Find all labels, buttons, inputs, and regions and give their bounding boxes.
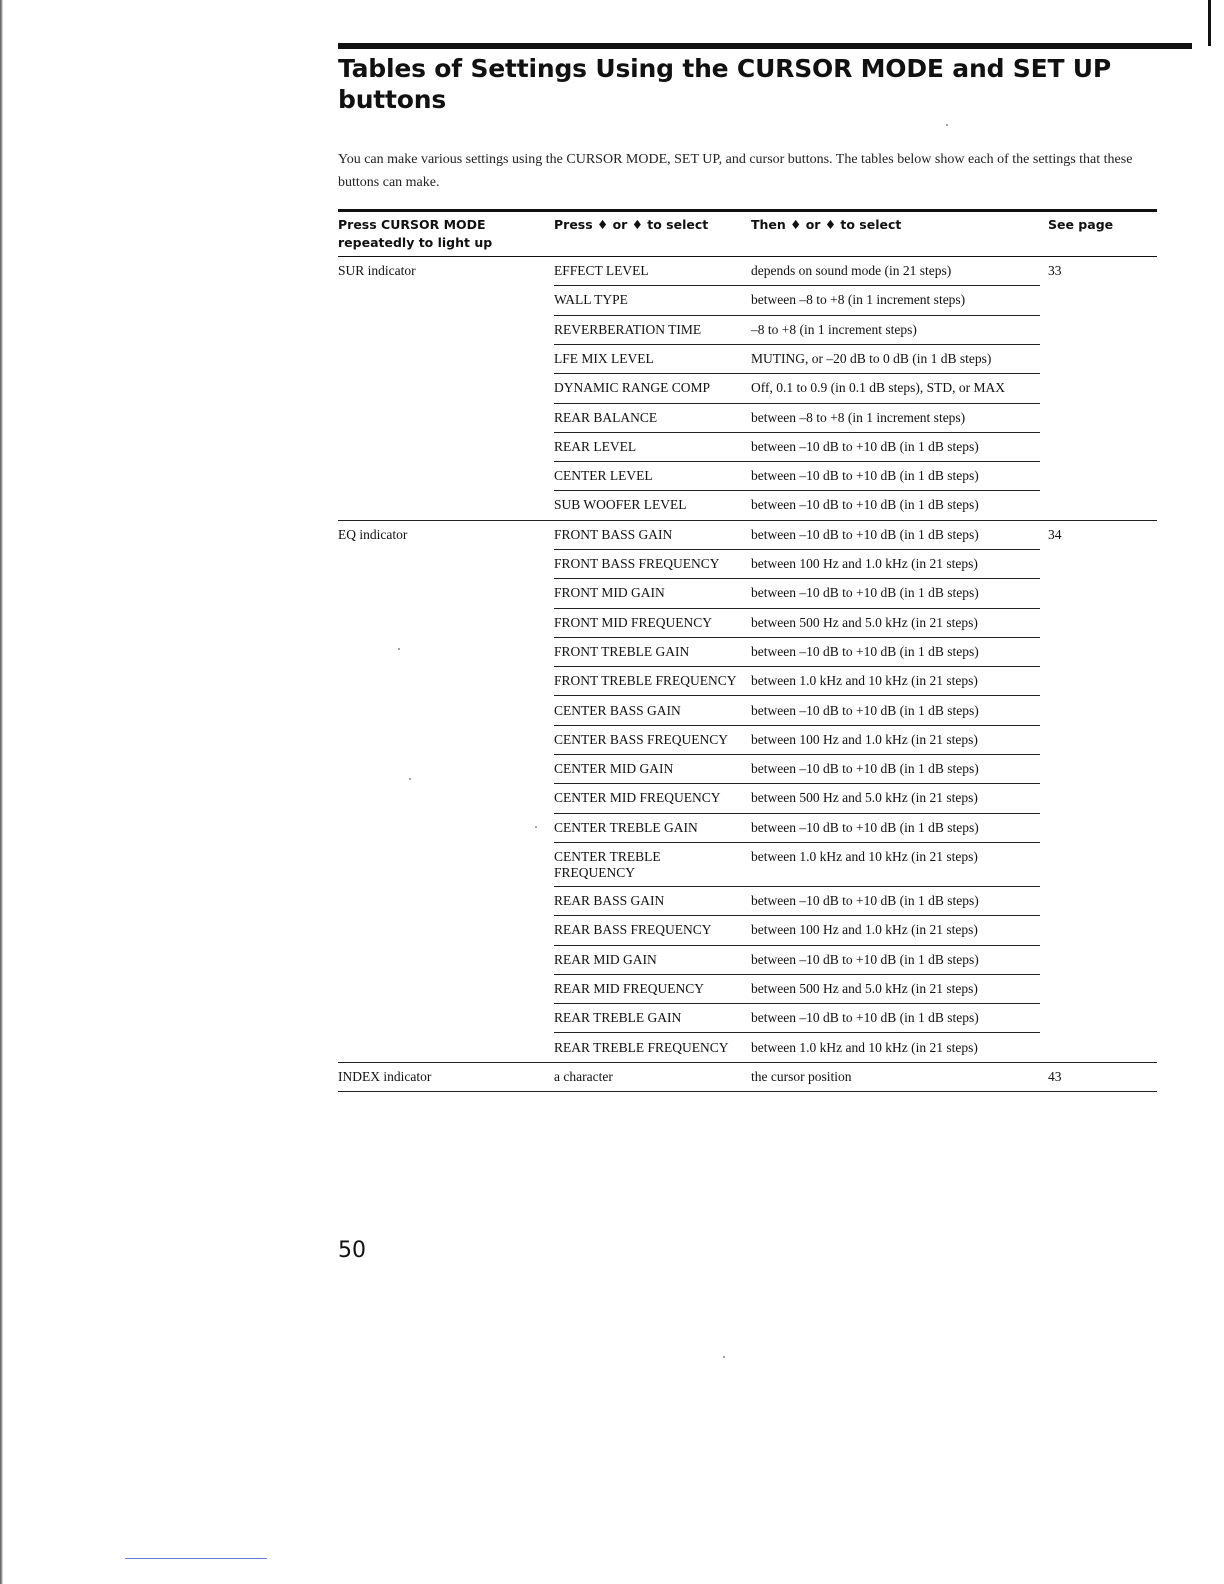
setting-item-cell: a character bbox=[554, 1068, 613, 1084]
setting-item-cell: REAR TREBLE FREQUENCY bbox=[554, 1039, 729, 1055]
page-edge-shadow bbox=[0, 0, 3, 1584]
group-rule bbox=[338, 1091, 1157, 1092]
setting-range-cell: between –10 dB to +10 dB (in 1 dB steps) bbox=[751, 951, 979, 967]
row-rule bbox=[554, 344, 1040, 345]
setting-range-cell: between 1.0 kHz and 10 kHz (in 21 steps) bbox=[751, 849, 978, 864]
setting-range-cell: between –10 dB to +10 dB (in 1 dB steps) bbox=[751, 497, 979, 513]
column-header-page: See page bbox=[1048, 217, 1114, 232]
setting-item-cell: REAR BASS GAIN bbox=[554, 893, 665, 908]
group-rule bbox=[338, 1062, 1157, 1063]
setting-range-cell: between 100 Hz and 1.0 kHz (in 21 steps) bbox=[751, 731, 978, 747]
setting-range-cell: between 1.0 kHz and 10 kHz (in 21 steps) bbox=[751, 1039, 978, 1055]
page-ref-cell: 43 bbox=[1048, 1068, 1062, 1084]
setting-item-cell: CENTER LEVEL bbox=[554, 468, 653, 484]
row-rule bbox=[554, 754, 1040, 755]
setting-range-cell: between 100 Hz and 1.0 kHz (in 21 steps) bbox=[751, 922, 978, 938]
setting-range-cell: Off, 0.1 to 0.9 (in 0.1 dB steps), STD, or MAX bbox=[751, 380, 1005, 396]
row-rule bbox=[554, 974, 1040, 975]
column-header-indicator: Press CURSOR MODE repeatedly to light up bbox=[338, 217, 493, 250]
indicator-cell: SUR indicator bbox=[338, 263, 416, 278]
setting-range-cell: between –8 to +8 (in 1 increment steps) bbox=[751, 292, 966, 308]
setting-item-cell: REAR TREBLE GAIN bbox=[554, 1010, 682, 1026]
print-speck bbox=[946, 124, 948, 126]
row-rule bbox=[554, 461, 1040, 462]
setting-range-cell: –8 to +8 (in 1 increment steps) bbox=[751, 321, 917, 337]
setting-item-cell: FRONT TREBLE GAIN bbox=[554, 643, 690, 659]
setting-item-cell: CENTER BASS GAIN bbox=[554, 702, 681, 718]
print-speck bbox=[409, 778, 411, 780]
footer-mark bbox=[125, 1558, 267, 1559]
setting-range-cell: between –10 dB to +10 dB (in 1 dB steps) bbox=[751, 1010, 979, 1026]
indicator-cell: EQ indicator bbox=[338, 526, 408, 542]
setting-item-cell: REAR MID GAIN bbox=[554, 951, 657, 967]
print-speck bbox=[398, 648, 400, 650]
table-top-rule bbox=[338, 209, 1157, 212]
row-rule bbox=[554, 637, 1040, 638]
setting-item-cell: FRONT BASS FREQUENCY bbox=[554, 556, 720, 571]
row-rule bbox=[554, 725, 1040, 726]
setting-range-cell: depends on sound mode (in 21 steps) bbox=[751, 263, 952, 278]
setting-item-cell: FRONT MID GAIN bbox=[554, 585, 665, 601]
setting-item-cell: SUB WOOFER LEVEL bbox=[554, 497, 687, 513]
column-header-range: Then ♦ or ♦ to select bbox=[751, 217, 902, 232]
page-title: Tables of Settings Using the CURSOR MODE and SET UP buttons bbox=[338, 54, 1112, 114]
setting-range-cell: the cursor position bbox=[751, 1068, 852, 1084]
row-rule bbox=[554, 666, 1040, 667]
row-rule bbox=[554, 608, 1040, 609]
setting-range-cell: between –10 dB to +10 dB (in 1 dB steps) bbox=[751, 643, 979, 659]
row-rule bbox=[554, 813, 1040, 814]
setting-item-cell: CENTER TREBLE GAIN bbox=[554, 819, 698, 835]
row-rule bbox=[554, 578, 1040, 579]
setting-range-cell: between 500 Hz and 5.0 kHz (in 21 steps) bbox=[751, 614, 978, 630]
setting-item-cell: REVERBERATION TIME bbox=[554, 321, 702, 337]
setting-range-cell: MUTING, or –20 dB to 0 dB (in 1 dB steps) bbox=[751, 350, 992, 366]
row-rule bbox=[554, 432, 1040, 433]
setting-range-cell: between 500 Hz and 5.0 kHz (in 21 steps) bbox=[751, 790, 978, 806]
setting-range-cell: between –10 dB to +10 dB (in 1 dB steps) bbox=[751, 438, 979, 454]
setting-range-cell: between –10 dB to +10 dB (in 1 dB steps) bbox=[751, 761, 979, 777]
setting-item-cell: WALL TYPE bbox=[554, 292, 628, 308]
print-speck bbox=[723, 1356, 725, 1358]
setting-range-cell: between –10 dB to +10 dB (in 1 dB steps) bbox=[751, 585, 979, 601]
row-rule bbox=[554, 783, 1040, 784]
setting-item-cell: CENTER MID FREQUENCY bbox=[554, 790, 721, 806]
row-rule bbox=[554, 549, 1040, 550]
setting-item-cell: EFFECT LEVEL bbox=[554, 263, 649, 278]
page-ref-cell: 34 bbox=[1048, 526, 1062, 542]
setting-item-cell: REAR BALANCE bbox=[554, 409, 658, 425]
setting-range-cell: between –8 to +8 (in 1 increment steps) bbox=[751, 409, 966, 425]
row-rule bbox=[554, 490, 1040, 491]
page-number: 50 bbox=[338, 1238, 366, 1263]
setting-range-cell: between 500 Hz and 5.0 kHz (in 21 steps) bbox=[751, 980, 978, 996]
setting-range-cell: between –10 dB to +10 dB (in 1 dB steps) bbox=[751, 893, 979, 908]
setting-item-cell: FRONT BASS GAIN bbox=[554, 526, 673, 542]
setting-range-cell: between –10 dB to +10 dB (in 1 dB steps) bbox=[751, 468, 979, 484]
row-rule bbox=[554, 915, 1040, 916]
setting-item-cell: CENTER MID GAIN bbox=[554, 761, 674, 777]
group-rule bbox=[338, 520, 1157, 521]
row-rule bbox=[554, 842, 1040, 843]
setting-item-cell: CENTER TREBLE FREQUENCY bbox=[554, 849, 661, 880]
row-rule bbox=[554, 285, 1040, 286]
setting-range-cell: between –10 dB to +10 dB (in 1 dB steps) bbox=[751, 702, 979, 718]
row-rule bbox=[554, 1003, 1040, 1004]
row-rule bbox=[554, 373, 1040, 374]
row-rule bbox=[554, 695, 1040, 696]
setting-item-cell: CENTER BASS FREQUENCY bbox=[554, 731, 729, 747]
setting-item-cell: FRONT MID FREQUENCY bbox=[554, 614, 713, 630]
setting-range-cell: between –10 dB to +10 dB (in 1 dB steps) bbox=[751, 819, 979, 835]
setting-item-cell: REAR MID FREQUENCY bbox=[554, 980, 705, 996]
setting-item-cell: REAR LEVEL bbox=[554, 438, 637, 454]
indicator-cell: INDEX indicator bbox=[338, 1068, 432, 1084]
setting-range-cell: between 1.0 kHz and 10 kHz (in 21 steps) bbox=[751, 673, 978, 689]
setting-range-cell: between –10 dB to +10 dB (in 1 dB steps) bbox=[751, 526, 979, 542]
setting-item-cell: REAR BASS FREQUENCY bbox=[554, 922, 712, 938]
setting-item-cell: LFE MIX LEVEL bbox=[554, 350, 654, 366]
header-rule bbox=[338, 256, 1157, 257]
print-speck bbox=[535, 826, 537, 828]
column-header-item: Press ♦ or ♦ to select bbox=[554, 217, 709, 232]
intro-paragraph: You can make various settings using the CURSOR MODE, SET UP, and cursor buttons. The tables below show each of the settings that these buttons can make. bbox=[338, 152, 1133, 190]
page-ref-cell: 33 bbox=[1048, 263, 1062, 278]
setting-item-cell: FRONT TREBLE FREQUENCY bbox=[554, 673, 737, 689]
row-rule bbox=[554, 1032, 1040, 1033]
row-rule bbox=[554, 945, 1040, 946]
setting-range-cell: between 100 Hz and 1.0 kHz (in 21 steps) bbox=[751, 556, 978, 571]
row-rule bbox=[554, 315, 1040, 316]
setting-item-cell: DYNAMIC RANGE COMP bbox=[554, 380, 711, 396]
crop-mark bbox=[1208, 0, 1211, 46]
row-rule bbox=[554, 403, 1040, 404]
row-rule bbox=[554, 886, 1040, 887]
title-rule bbox=[338, 43, 1192, 49]
